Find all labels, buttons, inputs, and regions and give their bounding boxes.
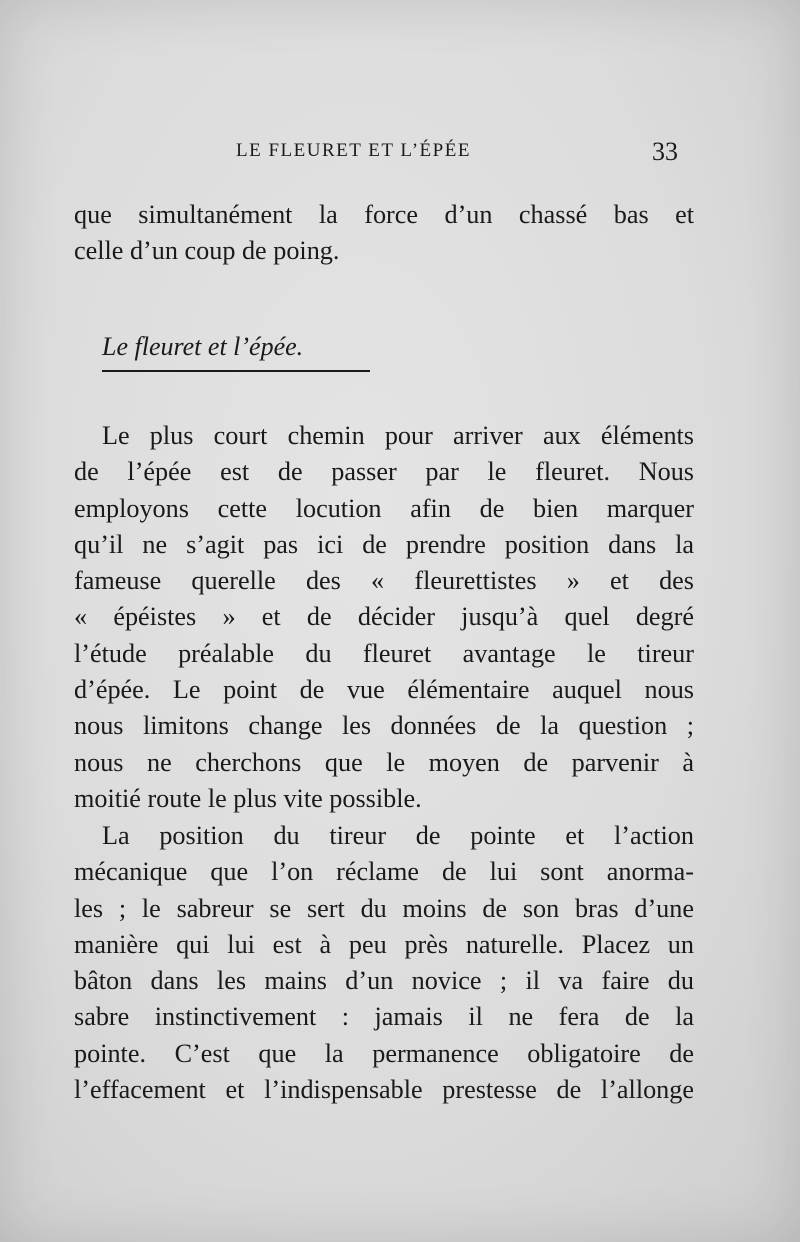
text-line: fameuse querelle des « fleurettistes » et des — [74, 566, 694, 596]
running-head: LE FLEURET ET L’ÉPÉE — [236, 140, 471, 161]
paragraph-2 — [74, 818, 694, 1108]
text-line: manière qui lui est à peu près naturelle. Placez un — [74, 929, 694, 959]
continuation-text — [74, 197, 694, 270]
text-line: d’épée. Le point de vue élémentaire auquel nous — [74, 675, 694, 705]
text-line: l’étude préalable du fleuret avantage le tireur — [74, 638, 694, 668]
page-number: 33 — [652, 137, 678, 166]
text-line: qu’il ne s’agit pas ici de prendre position dans la — [74, 529, 694, 559]
text-line: mécanique que l’on réclame de lui sont anorma- — [74, 857, 694, 887]
text-line: les ; le sabreur se sert du moins de son bras d’une — [74, 893, 694, 923]
text-line: sabre instinctivement : jamais il ne fera de la — [74, 1002, 694, 1032]
text-line: que simultanément la force d’un chassé bas et — [74, 200, 694, 229]
text-line: moitié route le plus vite possible. — [74, 783, 422, 813]
text-line: pointe. C’est que la permanence obligatoire de — [74, 1038, 694, 1068]
text-line: celle d’un coup de poing. — [74, 236, 340, 266]
heading-underline — [102, 370, 370, 372]
text-line: nous ne cherchons que le moyen de parvenir à — [74, 747, 694, 777]
text-line: employons cette locution afin de bien marquer — [74, 493, 694, 523]
text-line: nous limitons change les données de la question ; — [74, 711, 694, 741]
text-line: bâton dans les mains d’un novice ; il va faire du — [74, 966, 694, 996]
text-line: La position du tireur de pointe et l’action — [102, 821, 694, 850]
text-line: l’effacement et l’indispensable prestesse de l’allonge — [74, 1075, 694, 1105]
text-line: Le plus court chemin pour arriver aux éléments — [102, 421, 694, 450]
section-heading: Le fleuret et l’épée. — [102, 332, 304, 361]
text-line: de l’épée est de passer par le fleuret. Nous — [74, 457, 694, 487]
text-line: « épéistes » et de décider jusqu’à quel degré — [74, 602, 694, 632]
paragraph-1 — [74, 418, 694, 817]
